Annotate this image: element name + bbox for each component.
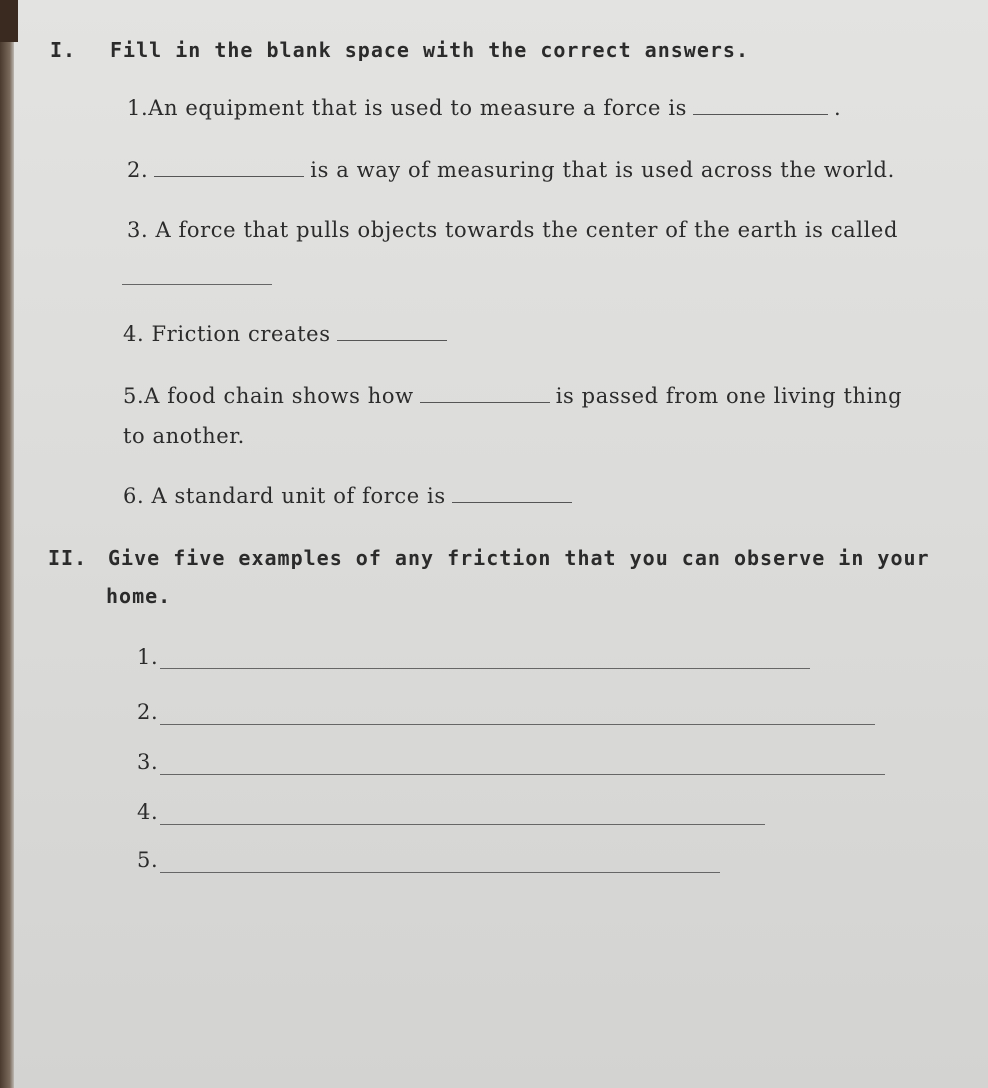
question-3-blank[interactable]	[122, 284, 272, 285]
question-1-text: 1.An equipment that is used to measure a force is	[127, 96, 688, 120]
answer-item-2-line[interactable]	[160, 724, 875, 725]
background-corner	[0, 0, 18, 42]
answer-item-5-label: 5.	[137, 848, 159, 872]
question-2	[127, 158, 895, 182]
answer-item-5-line[interactable]	[160, 872, 720, 873]
question-1-end: .	[834, 96, 842, 120]
answer-item-4-line[interactable]	[160, 824, 765, 825]
question-4-text: 4. Friction creates	[123, 322, 331, 346]
section-2-heading-continued: home.	[106, 584, 172, 608]
question-4	[123, 322, 453, 346]
question-2-text: is a way of measuring that is used across the world.	[310, 158, 895, 182]
question-4-blank[interactable]	[337, 322, 447, 341]
question-3: 3. A force that pulls objects towards the center of the earth is called	[127, 218, 899, 242]
background-edge	[0, 0, 14, 1088]
answer-item-4-label: 4.	[137, 800, 159, 824]
answer-item-1-label: 1.	[137, 645, 159, 669]
question-5-continued: to another.	[123, 424, 245, 448]
question-6	[123, 484, 578, 508]
question-5-text: 5.A food chain shows how	[123, 384, 414, 408]
question-5-text-after: is passed from one living thing	[555, 384, 903, 408]
question-6-blank[interactable]	[452, 484, 572, 503]
question-1	[127, 96, 841, 120]
section-1-numeral: I.	[50, 38, 77, 62]
section-2-heading: Give five examples of any friction that you can observe in your	[108, 546, 930, 570]
answer-item-2-label: 2.	[137, 700, 159, 724]
answer-item-1-line[interactable]	[160, 668, 810, 669]
question-1-blank[interactable]	[693, 96, 828, 115]
question-2-number: 2.	[127, 158, 149, 182]
question-6-text: 6. A standard unit of force is	[123, 484, 446, 508]
section-1-heading: Fill in the blank space with the correct answers.	[110, 38, 750, 62]
section-2-numeral: II.	[48, 546, 88, 570]
question-5-blank[interactable]	[420, 384, 550, 403]
answer-item-3-line[interactable]	[160, 774, 885, 775]
answer-item-3-label: 3.	[137, 750, 159, 774]
question-2-blank[interactable]	[154, 158, 304, 177]
question-5	[123, 384, 902, 408]
